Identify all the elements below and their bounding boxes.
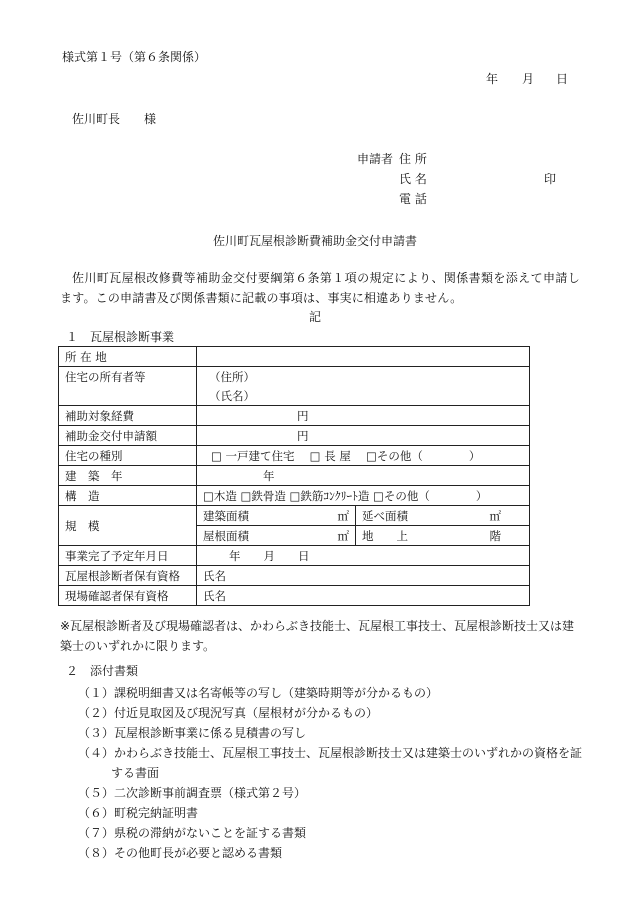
inspector-field[interactable] — [197, 586, 530, 606]
date-day: 日 — [556, 72, 569, 86]
cost-label: 補助対象経費 — [59, 406, 197, 426]
building-area-label: 建築面積 — [197, 506, 321, 526]
scale-label: 規 模 — [59, 506, 197, 546]
applicant-label: 申請者 — [357, 152, 394, 166]
table-row — [59, 486, 530, 506]
qualification-note: ※瓦屋根診断者及び現場確認者は、かわらぶき技能士、瓦屋根工事技士、瓦屋根診断技士又は建築士のいずれかに限ります。 — [60, 619, 575, 653]
year-unit: 年 — [263, 468, 275, 483]
amount-label: 補助金交付申請額 — [59, 426, 197, 446]
application-table — [58, 346, 530, 606]
table-row — [59, 446, 530, 466]
attachment-item: （３）瓦屋根診断事業に係る見積書の写し — [78, 726, 307, 740]
owner-address-label: （住所） — [209, 369, 255, 384]
inspector-label: 現場確認者保有資格 — [59, 586, 197, 606]
attachment-item: （６）町税完納証明書 — [78, 806, 199, 820]
owner-name-field[interactable] — [197, 386, 530, 406]
applicant-name-label: 氏 名 — [399, 172, 427, 186]
attachment-item: （８）その他町長が必要と認める書類 — [78, 846, 283, 860]
addressee: 佐川町長 様 — [72, 112, 157, 126]
floors-label: 地 上 — [356, 526, 479, 546]
owner-name-label: （氏名） — [209, 388, 255, 403]
roof-area-unit: ㎡ — [337, 528, 349, 543]
owner-label: 住宅の所有者等 — [59, 367, 197, 406]
cost-field[interactable] — [197, 406, 530, 426]
intro-paragraph: 佐川町瓦屋根改修費等補助金交付要綱第６条第１項の規定により、関係書類を添えて申請します。この申請書及び関係書類に記載の事項は、事実に相違ありません。 — [60, 271, 580, 305]
amount-field[interactable] — [197, 426, 530, 446]
ki-heading: 記 — [308, 310, 321, 324]
completion-field[interactable]: 年 月 日 — [197, 546, 530, 566]
attachment-item: （５）二次診断事前調査票（様式第２号） — [78, 786, 307, 800]
date-month: 月 — [522, 72, 535, 86]
attachment-item: （２）付近見取図及び現況写真（屋根材が分かるもの） — [78, 706, 379, 720]
location-field[interactable] — [197, 347, 530, 367]
diagnoser-label: 瓦屋根診断者保有資格 — [59, 566, 197, 586]
floor-area-unit: ㎡ — [478, 506, 529, 526]
table-row — [59, 406, 530, 426]
structure-label: 構 造 — [59, 486, 197, 506]
table-row — [59, 586, 530, 606]
table-row — [59, 426, 530, 446]
diagnoser-field[interactable] — [197, 566, 530, 586]
scale-fields — [197, 506, 530, 546]
floor-area-label: 延べ面積 — [356, 506, 479, 526]
owner-address-field[interactable] — [197, 367, 530, 387]
document-title: 佐川町瓦屋根診断費補助金交付申請書 — [212, 234, 417, 248]
table-row — [59, 367, 530, 387]
inspector-name-label: 氏名 — [203, 588, 226, 603]
roof-area-label: 屋根面積 — [203, 528, 249, 543]
table-row — [59, 347, 530, 367]
house-type-options[interactable]: □ 一戸建て住宅 □ 長 屋 □その他（ ） — [197, 446, 530, 466]
amount-unit: 円 — [297, 428, 309, 443]
table-row — [59, 546, 530, 566]
applicant-phone-label: 電 話 — [399, 192, 427, 206]
table-row — [59, 466, 530, 486]
table-row — [59, 566, 530, 586]
completion-label: 事業完了予定年月日 — [59, 546, 197, 566]
diagnoser-name-label: 氏名 — [203, 568, 226, 583]
building-area-unit: ㎡ — [321, 506, 356, 526]
section2-heading: ２ 添付書類 — [66, 664, 139, 678]
location-label: 所 在 地 — [59, 347, 197, 367]
form-number: 様式第１号（第６条関係） — [62, 50, 207, 64]
attachment-item: （７）県税の滞納がないことを証する書類 — [78, 826, 307, 840]
attachment-item: （１）課税明細書又は名寄帳等の写し（建築時期等が分かるもの） — [78, 686, 439, 700]
house-type-label: 住宅の種別 — [59, 446, 197, 466]
section1-heading: １ 瓦屋根診断事業 — [66, 330, 175, 344]
date-year: 年 — [486, 72, 499, 86]
applicant-address-label: 住 所 — [399, 152, 427, 166]
attachment-item-continuation: する書面 — [111, 766, 160, 780]
structure-options[interactable]: □木造 □鉄骨造 □鉄筋ｺﾝｸﾘｰﾄ造 □その他（ ） — [197, 486, 530, 506]
year-built-label: 建 築 年 — [59, 466, 197, 486]
cost-unit: 円 — [297, 408, 309, 423]
attachment-item: （４）かわらぶき技能士、瓦屋根工事技士、瓦屋根診断技士又は建築士のいずれかの資格を証 — [78, 746, 583, 760]
seal-mark: 印 — [544, 172, 557, 186]
year-built-field[interactable] — [197, 466, 530, 486]
floors-unit: 階 — [489, 528, 501, 543]
